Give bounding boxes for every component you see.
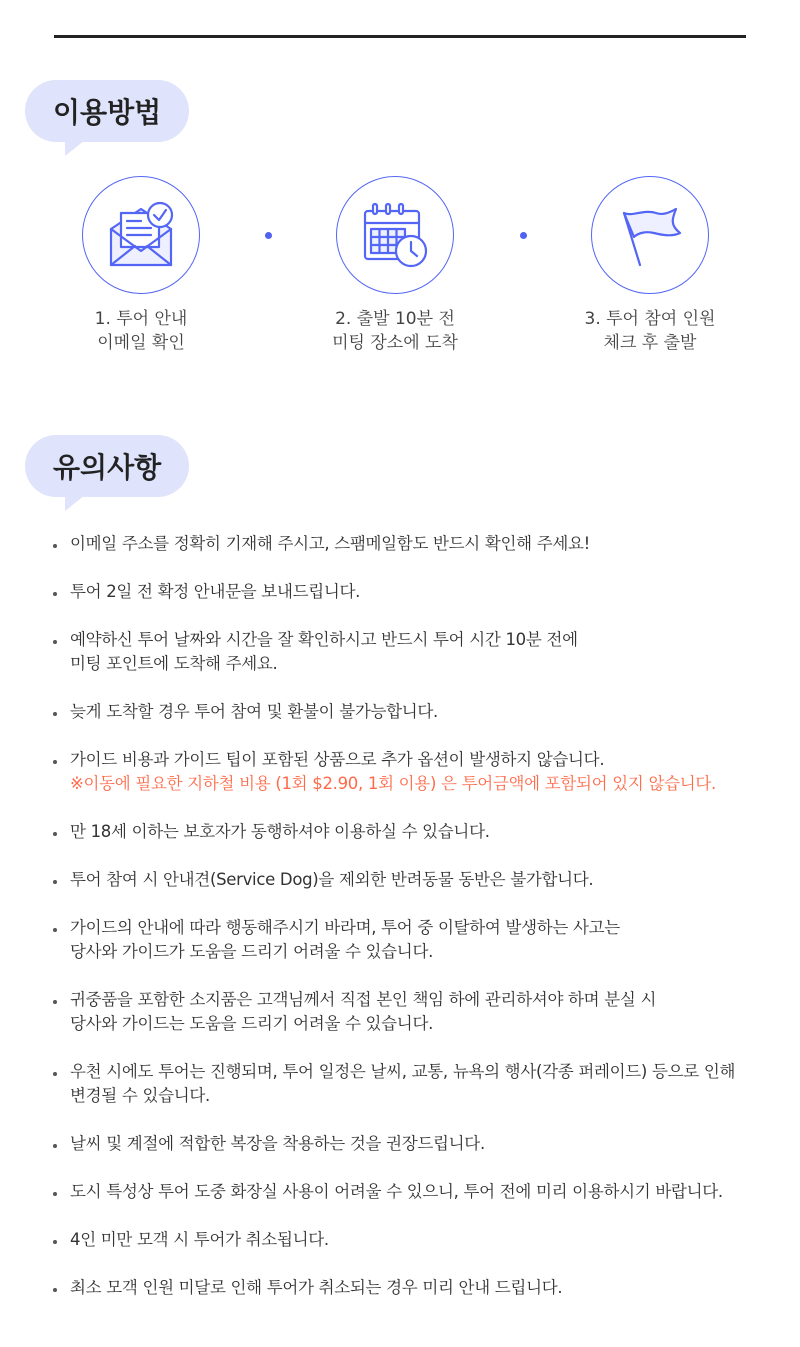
list-item: 투어 2일 전 확정 안내문을 보내드립니다. <box>50 580 760 604</box>
list-item: 만 18세 이하는 보호자가 동행하셔야 이용하실 수 있습니다. <box>50 820 760 844</box>
list-item: 우천 시에도 투어는 진행되며, 투어 일정은 날씨, 교통, 뉴욕의 행사(각종 퍼레이드) 등으로 인해 변경될 수 있습니다. <box>50 1060 760 1108</box>
list-item: 늦게 도착할 경우 투어 참여 및 환불이 불가능합니다. <box>50 700 760 724</box>
step-separator-dot <box>265 232 272 239</box>
envelope-check-icon <box>105 199 177 271</box>
step-email-check <box>41 176 241 355</box>
speech-bubble-tail <box>65 495 85 511</box>
step-label: 2. 출발 10분 전 미팅 장소에 도착 <box>332 309 458 353</box>
step-separator-dot <box>520 232 527 239</box>
flag-icon <box>614 199 686 271</box>
top-divider <box>54 35 746 38</box>
step-icon-circle <box>591 176 709 294</box>
list-item: 도시 특성상 투어 도중 화장실 사용이 어려울 수 있으니, 투어 전에 미리 이용하시기 바랍니다. <box>50 1180 760 1204</box>
warning-text: ※이동에 필요한 지하철 비용 (1회 $2.90, 1회 이용) 은 투어금액에 포함되어 있지 않습니다. <box>70 774 716 793</box>
list-item: 가이드 비용과 가이드 팁이 포함된 상품으로 추가 옵션이 발생하지 않습니다. ※이동에 필요한 지하철 비용 (1회 $2.90, 1회 이용) 은 투어금액에 포함되어 있지 않습니다. <box>50 748 760 796</box>
section-title-how-to <box>25 80 189 142</box>
list-item: 귀중품을 포함한 소지품은 고객님께서 직접 본인 책임 하에 관리하셔야 하며 분실 시 당사와 가이드는 도움을 드리기 어려울 수 있습니다. <box>50 988 760 1036</box>
list-item: 이메일 주소를 정확히 기재해 주시고, 스팸메일함도 반드시 확인해 주세요! <box>50 532 760 556</box>
how-to-steps <box>0 176 800 376</box>
speech-bubble-tail <box>65 140 85 156</box>
list-item: 가이드의 안내에 따라 행동해주시기 바라며, 투어 중 이탈하여 발생하는 사고는 당사와 가이드가 도움을 드리기 어려울 수 있습니다. <box>50 916 760 964</box>
list-item: 예약하신 투어 날짜와 시간을 잘 확인하시고 반드시 투어 시간 10분 전에 미팅 포인트에 도착해 주세요. <box>50 628 760 676</box>
step-label: 3. 투어 참여 인원 체크 후 출발 <box>584 309 716 353</box>
step-arrive-meeting <box>295 176 495 355</box>
notes-title: 유의사항 <box>53 451 162 484</box>
notes-list <box>50 532 760 1324</box>
step-icon-circle <box>82 176 200 294</box>
list-item: 최소 모객 인원 미달로 인해 투어가 취소되는 경우 미리 안내 드립니다. <box>50 1276 760 1300</box>
list-item: 날씨 및 계절에 적합한 복장을 착용하는 것을 권장드립니다. <box>50 1132 760 1156</box>
list-item: 4인 미만 모객 시 투어가 취소됩니다. <box>50 1228 760 1252</box>
how-to-title: 이용방법 <box>53 96 162 129</box>
calendar-clock-icon <box>359 199 431 271</box>
step-label: 1. 투어 안내 이메일 확인 <box>94 309 188 353</box>
step-headcount-depart <box>550 176 750 355</box>
list-item: 투어 참여 시 안내견(Service Dog)을 제외한 반려동물 동반은 불가합니다. <box>50 868 760 892</box>
section-title-notes <box>25 435 189 497</box>
step-icon-circle <box>336 176 454 294</box>
